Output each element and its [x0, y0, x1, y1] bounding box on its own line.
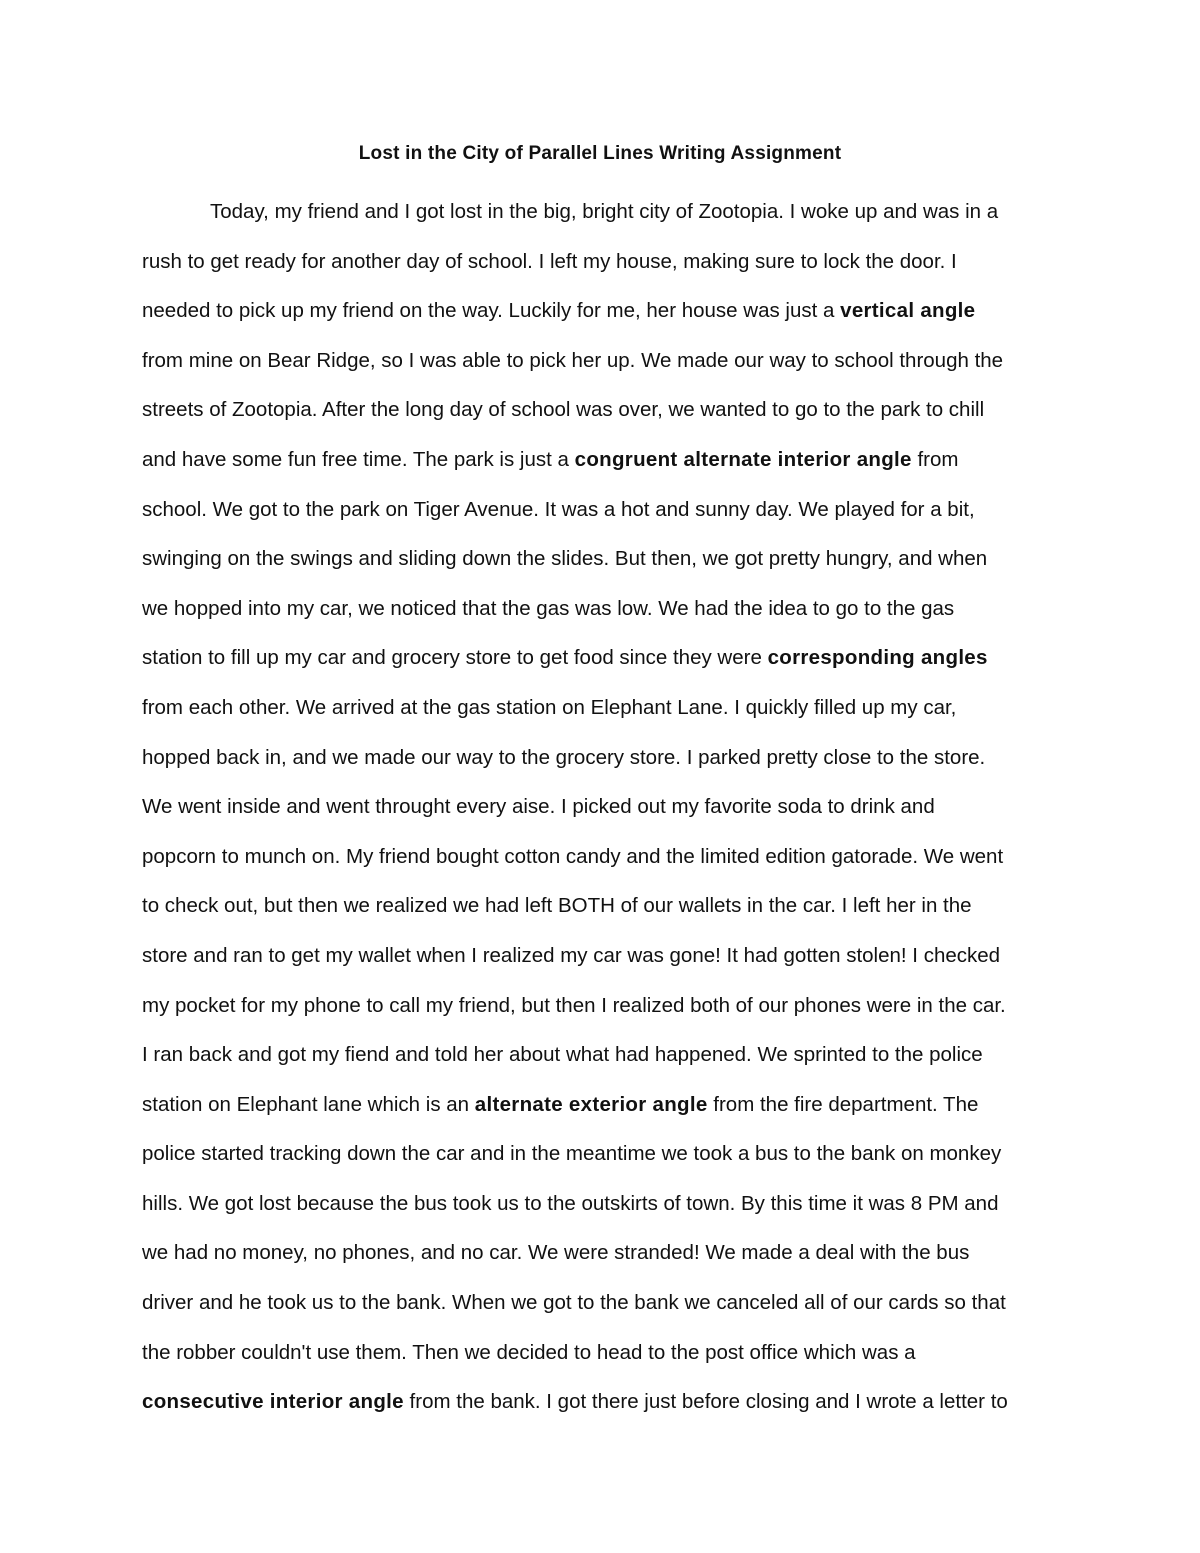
text-line [142, 633, 1062, 683]
text-segment: the robber couldn't use them. Then we decided to head to the post office which was a [142, 1340, 916, 1364]
text-segment: police started tracking down the car and in the meantime we took a bus to the bank on monkey [142, 1142, 1002, 1166]
bold-term: corresponding angles [767, 646, 988, 670]
text-segment: streets of Zootopia. After the long day of school was over, we wanted to go to the park to chill [142, 398, 985, 422]
text-line [142, 1179, 1062, 1229]
text-line [142, 485, 1062, 535]
bold-term: consecutive interior angle [142, 1390, 404, 1414]
bold-term: congruent alternate interior angle [574, 447, 912, 471]
document-body [142, 187, 1062, 1427]
text-segment: store and ran to get my wallet when I realized my car was gone! It had gotten stolen! I checked [142, 943, 1001, 967]
text-line [142, 733, 1062, 783]
text-segment: and have some fun free time. The park is just a [142, 447, 575, 471]
text-segment: to check out, but then we realized we had left BOTH of our wallets in the car. I left her in the [142, 894, 972, 918]
text-line [142, 1328, 1062, 1378]
bold-term: vertical angle [840, 299, 976, 323]
text-segment: We went inside and went throught every aise. I picked out my favorite soda to drink and [142, 795, 935, 819]
text-segment: driver and he took us to the bank. When we got to the bank we canceled all of our cards so that [142, 1291, 1006, 1315]
text-line [142, 187, 1062, 237]
text-line [142, 782, 1062, 832]
text-line [142, 584, 1062, 634]
text-segment: we had no money, no phones, and no car. We were stranded! We made a deal with the bus [142, 1241, 970, 1265]
text-line [142, 237, 1062, 287]
text-line [142, 336, 1062, 386]
text-line [142, 534, 1062, 584]
text-line [142, 1129, 1062, 1179]
text-line [142, 881, 1062, 931]
text-line [142, 286, 1062, 336]
text-line [142, 1030, 1062, 1080]
document-title: Lost in the City of Parallel Lines Writing Assignment [358, 143, 842, 164]
text-line [142, 683, 1062, 733]
text-segment: Today, my friend and I got lost in the big, bright city of Zootopia. I woke up and was in a [210, 200, 999, 223]
text-segment: I ran back and got my fiend and told her about what had happened. We sprinted to the police [142, 1043, 983, 1067]
text-segment: station to fill up my car and grocery store to get food since they were [142, 646, 768, 670]
bold-term: alternate exterior angle [474, 1092, 708, 1116]
text-segment: from mine on Bear Ridge, so I was able to pick her up. We made our way to school through the [142, 348, 1004, 372]
text-line [142, 1278, 1062, 1328]
text-segment: from the fire department. The [707, 1092, 979, 1116]
text-segment: station on Elephant lane which is an [142, 1092, 475, 1116]
text-segment: school. We got to the park on Tiger Avenue. It was a hot and sunny day. We played for a bit, [142, 497, 975, 521]
text-segment: from each other. We arrived at the gas station on Elephant Lane. I quickly filled up my car, [142, 695, 957, 719]
text-segment: rush to get ready for another day of school. I left my house, making sure to lock the door. I [142, 249, 957, 273]
text-segment: from [911, 447, 959, 471]
text-segment: from the bank. I got there just before closing and I wrote a letter to [403, 1390, 1008, 1414]
text-line [142, 931, 1062, 981]
text-segment: my pocket for my phone to call my friend, but then I realized both of our phones were in the car. [142, 993, 1006, 1017]
text-line [142, 1228, 1062, 1278]
text-segment: hills. We got lost because the bus took us to the outskirts of town. By this time it was 8 PM and [142, 1191, 999, 1215]
text-line [142, 435, 1062, 485]
text-segment: we hopped into my car, we noticed that the gas was low. We had the idea to go to the gas [142, 596, 955, 620]
text-line [142, 385, 1062, 435]
text-line [142, 832, 1062, 882]
text-segment: popcorn to munch on. My friend bought cotton candy and the limited edition gatorade. We went [142, 844, 1004, 868]
text-line [142, 981, 1062, 1031]
text-line [142, 1377, 1062, 1427]
text-segment: swinging on the swings and sliding down the slides. But then, we got pretty hungry, and when [142, 547, 988, 571]
text-segment: hopped back in, and we made our way to the grocery store. I parked pretty close to the store. [142, 745, 986, 769]
text-segment: needed to pick up my friend on the way. Luckily for me, her house was just a [142, 299, 841, 323]
text-line [142, 1080, 1062, 1130]
